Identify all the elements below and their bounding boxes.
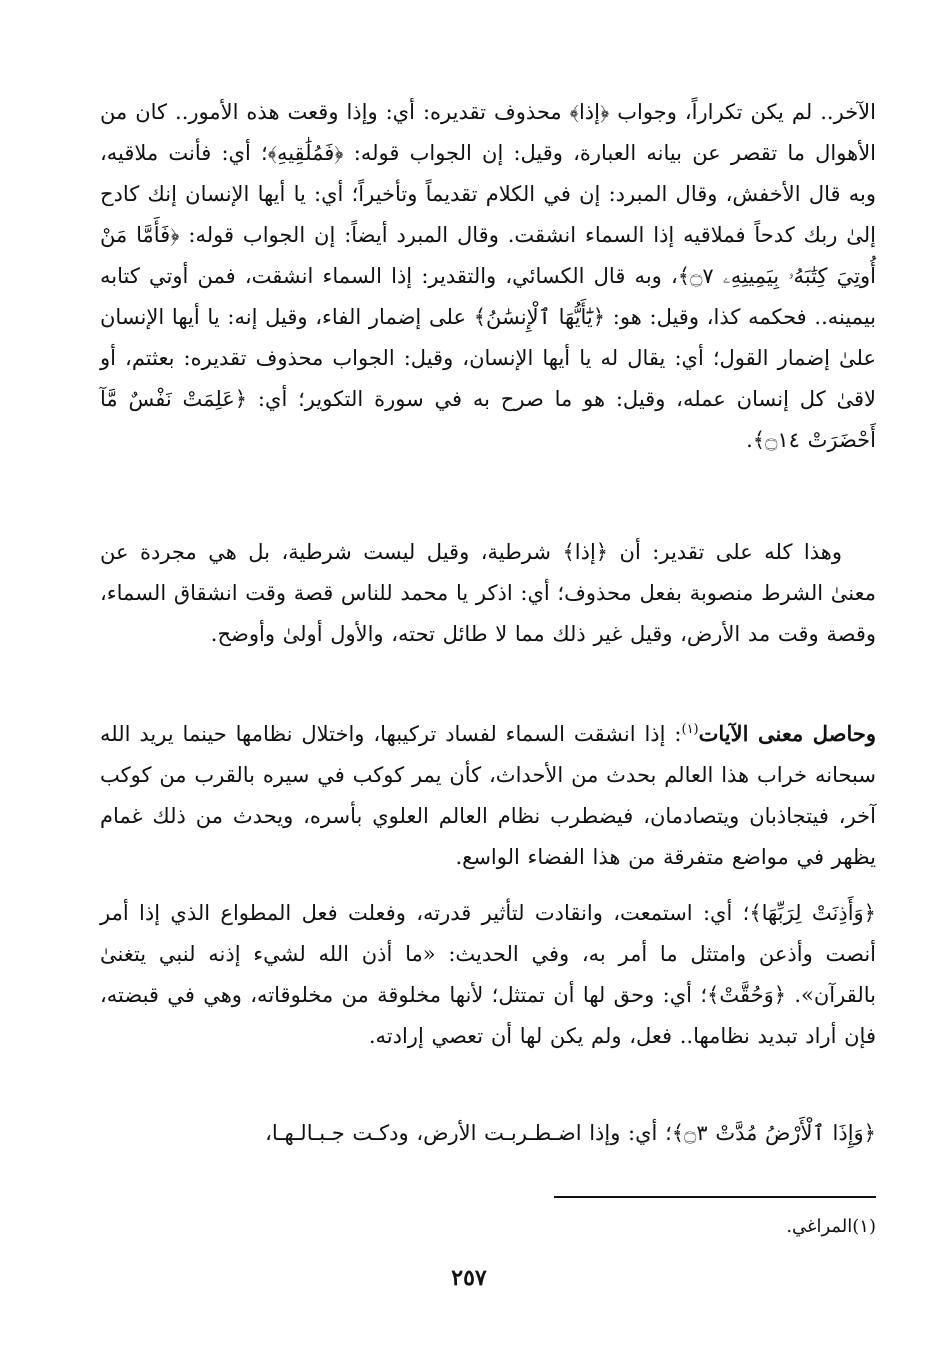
paragraph-body (100, 713, 876, 878)
footnote: (١)المراغي. (786, 1216, 876, 1237)
paragraph-adhinat (100, 893, 876, 1057)
paragraph-text: ﴿وَإِذَا ٱلْأَرْضُ مُدَّتْ ۝٣﴾؛ أي: وإذا اضـطـربـت الأرض، ودكـت جـبـالـهـا، (265, 1121, 876, 1145)
paragraph-meaning-summary (100, 713, 876, 878)
paragraph-conditional (100, 532, 876, 655)
paragraph-text: : إذا انشقت السماء لفساد تركيبها، واختلال نظامها حينما يريد الله سبحانه خراب هذا العالم بحدث من الأحداث، كأن يمر كوكب في سيره بالقرب من كوكب آخر، فيتجاذبان ويتصادمان، فيضطرب نظام العالم العلوي بأسره، ويحدث من ذلك غمام يظهر في مواضع متفرقة من هذا الفضاء الواسع. (100, 722, 876, 869)
footnote-marker: (١) (681, 722, 699, 737)
page-number: ٢٥٧ (451, 1265, 487, 1291)
paragraph-earth-extended (100, 1113, 876, 1154)
paragraph-lead: وحاصل معنى الآيات (698, 721, 877, 746)
paragraph-tafsir-answer (100, 92, 876, 461)
paragraph-text: ﴿وَأَذِنَتْ لِرَبِّهَا﴾؛ أي: استمعت، وانقادت لتأثير قدرته، وفعلت فعل المطواع الذي إذا أمر أنصت وأذعن وامتثل ما أمر به، وفي الحديث: «ما أذن الله لشيء إذنه لنبي يتغنىٰ بالقرآن». ﴿وَحُقَّتْ﴾؛ أي: وحق لها أن تمتثل؛ لأنها مخلوقة من مخلوقاته، وهي في قبضته، فإن أراد تبديد نظامها.. فعل، ولم يكن لها أن تعصي إرادته. (100, 901, 876, 1048)
paragraph-text: وهذا كله على تقدير: أن ﴿إذا﴾ شرطية، وقيل ليست شرطية، بل هي مجردة عن معنىٰ الشرط منصوبة بفعل محذوف؛ أي: اذكر يا محمد للناس قصة وقت انشقاق السماء، وقصة وقت مد الأرض، وقيل غير ذلك مما لا طائل تحته، والأول أولىٰ وأوضح. (100, 540, 876, 646)
footnote-divider (554, 1196, 876, 1198)
paragraph-text: الآخر.. لم يكن تكراراً، وجواب ﴿إذا﴾ محذوف تقديره: أي: وإذا وقعت هذه الأمور.. كان من الأهوال ما تقصر عن بيانه العبارة، وقيل: إن الجواب قوله: ﴿فَمُلَٰقِيهِ﴾؛ أي: فأنت ملاقيه، وبه قال الأخفش، وقال المبرد: إن في الكلام تقديماً وتأخيراً؛ أي: يا أيها الإنسان إنك كادح إلىٰ ربك كدحاً فملاقيه إذا السماء انشقت. وقال المبرد أيضاً: إن الجواب قوله: ﴿فَأَمَّا مَنْ أُوتِيَ كِتَٰبَهُۥ بِيَمِينِهِۦ ۝٧﴾، وبه قال الكسائي، والتقدير: إذا السماء انشقت، فمن أوتي كتابه بيمينه.. فحكمه كذا، وقيل: هو: ﴿يَٰٓأَيُّهَا ٱلْإِنسَٰنُ﴾ على إضمار الفاء، وقيل إنه: يا أيها الإنسان علىٰ إضمار القول؛ أي: يقال له يا أيها الإنسان، وقيل: الجواب محذوف تقديره: بعثتم، أو لاقىٰ كل إنسان عمله، وقيل: هو ما صرح به في سورة التكوير؛ أي: ﴿عَلِمَتْ نَفْسٌ مَّآ أَحْضَرَتْ ۝١٤﴾. (100, 100, 877, 452)
